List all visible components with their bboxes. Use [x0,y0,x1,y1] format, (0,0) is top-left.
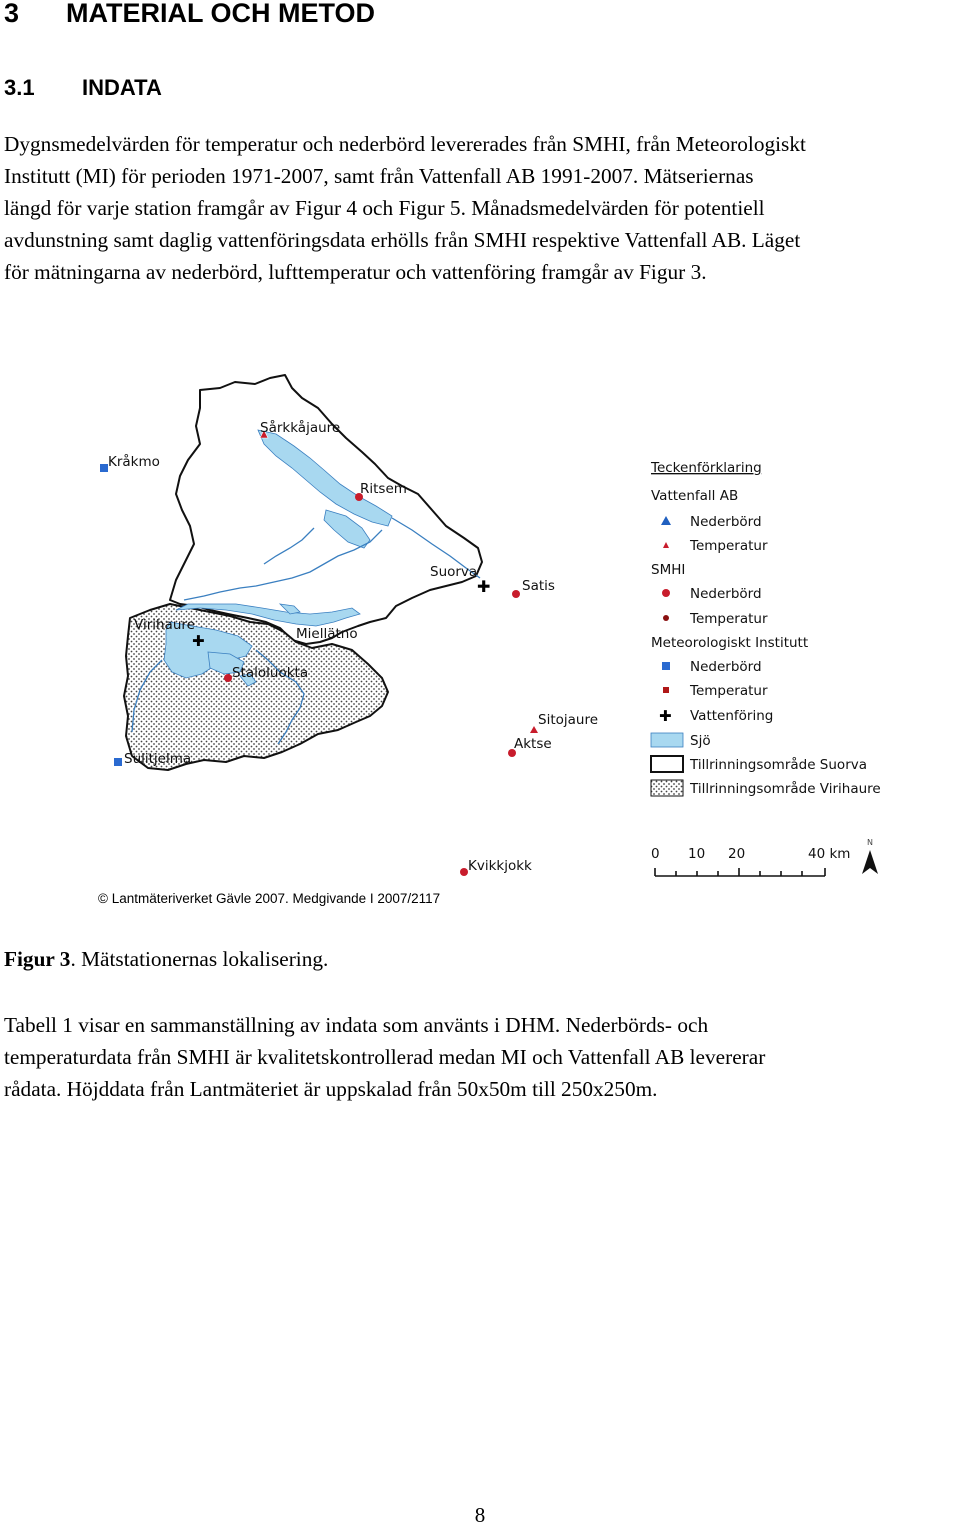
map-legend [650,460,881,797]
label-kvikkjokk: Kvikkjokk [468,858,532,874]
label-virihaure: Virihaure [134,617,195,633]
staloluokta-marker [224,674,232,682]
section-number: 3 [4,0,20,28]
sitojaure-temp-marker [530,726,538,733]
krakmo-nederbord-marker [100,464,108,472]
legend-item: Nederbörd [690,659,762,675]
station-map [70,360,900,890]
page-number: 8 [474,1503,486,1527]
north-label: N [867,838,873,847]
cross-icon: ✚ [659,707,672,725]
sulitjelma-nederbord-marker [114,758,122,766]
legend-item: Temperatur [690,683,768,699]
virihaure-area-swatch-icon [651,780,683,796]
section-title: MATERIAL OCH METOD [66,0,375,28]
paragraph-line: Dygnsmedelvärden för temperatur och nederbörd levererades från SMHI, från Meteorologiskt [4,132,806,156]
label-aktse: Aktse [514,736,552,752]
legend-item: Nederbörd [690,586,762,602]
scale-tick-label: 10 [688,846,706,862]
figure-label: Figur 3 [4,947,71,971]
legend-item: Sjö [690,733,711,749]
circle-red-icon [662,589,670,597]
legend-group-smhi: SMHI [651,562,686,578]
triangle-blue-icon [661,516,671,525]
paragraph-line: temperaturdata från SMHI är kvalitetskontrollerad medan MI och Vattenfall AB levererar [4,1045,766,1069]
label-ritsem: Ritsem [360,481,407,497]
legend-title: Teckenförklaring [651,460,762,476]
label-krakmo: Kråkmo [108,454,160,470]
square-blue-icon [662,662,670,670]
legend-item: Tillrinningsområde Suorva [690,757,868,773]
circle-darkred-icon [663,615,669,621]
scale-tick-label: 20 [728,846,746,862]
paragraph-tabell [4,1009,765,1105]
lake-swatch-icon [651,733,683,747]
scale-tick-label: 0 [651,846,660,862]
paragraph-line: avdunstning samt daglig vattenföringsdata erhölls från SMHI respektive Vattenfall AB. Läget [4,228,801,252]
legend-group-vattenfall: Vattenfall AB [651,488,739,504]
subsection-number: 3.1 [4,75,35,100]
suorva-vattenforing-marker: ✚ [477,577,491,596]
scale-bar [651,846,850,876]
map-credit: © Lantmäteriverket Gävle 2007. Medgivande I 2007/2117 [98,891,441,906]
subsection-title: INDATA [82,75,162,100]
paragraph-line: längd för varje station framgår av Figur 4 och Figur 5. Månadsmedelvärden för potentiell [4,196,765,220]
figure-caption-text: . Mätstationernas lokalisering. [70,947,329,971]
legend-item: Vattenföring [690,708,774,724]
scale-tick-label: 40 km [808,846,851,862]
paragraph-line: Tabell 1 visar en sammanställning av indata som använts i DHM. Nederbörds- och [4,1013,709,1037]
satis-marker [512,590,520,598]
section-heading [4,0,375,29]
figure-caption [4,947,328,972]
label-satis: Satis [522,578,555,594]
paragraph-line: rådata. Höjddata från Lantmäteriet är uppskalad från 50x50m till 250x250m. [4,1077,658,1101]
legend-group-mi: Meteorologiskt Institutt [651,635,809,651]
square-red-icon [663,687,669,693]
label-sitojaure: Sitojaure [538,712,599,728]
subsection-heading [4,75,162,101]
legend-item: Tillrinningsområde Virihaure [690,781,881,797]
paragraph-line: för mätningarna av nederbörd, lufttemperatur och vattenföring framgår av Figur 3. [4,260,707,284]
label-sarkkajaure: Sårkkåjaure [260,420,341,436]
legend-item: Nederbörd [690,514,762,530]
paragraph-line: Institutt (MI) för perioden 1971-2007, samt från Vattenfall AB 1991-2007. Mätseriernas [4,164,754,188]
label-staloluokta: Staloluokta [232,665,309,681]
legend-item: Temperatur [690,538,768,554]
label-sulitjelma: Sulitjelma [124,751,192,767]
paragraph-indata [4,128,806,288]
label-suorva: Suorva [430,564,478,580]
virihaure-vattenforing-marker: ✚ [192,632,205,650]
north-arrow-icon [862,838,878,874]
legend-item: Temperatur [690,611,768,627]
suorva-area-swatch-icon [651,756,683,772]
triangle-red-icon [663,542,669,548]
kvikkjokk-marker [460,868,468,876]
label-miellatno: Miellätno [296,626,358,642]
